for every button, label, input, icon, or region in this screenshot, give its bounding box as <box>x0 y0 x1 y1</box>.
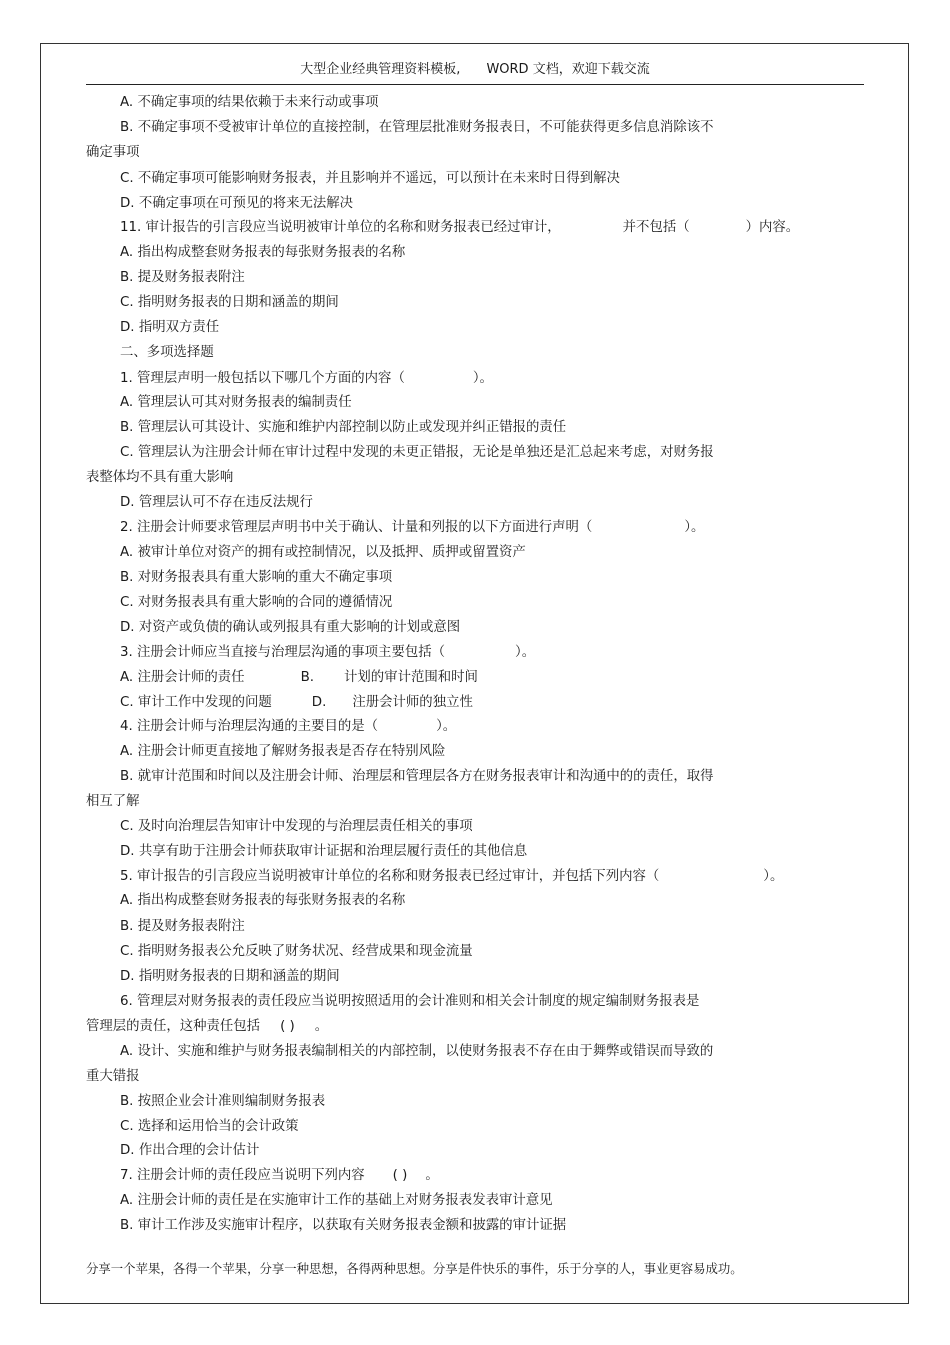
text-line: D. 共享有助于注册会计师获取审计证据和治理层履行责任的其他信息 <box>120 844 528 859</box>
options-row: A. 注册会计师的责任 B. 计划的审计范围和时间 <box>120 670 478 685</box>
text-line: 表整体均不具有重大影响 <box>86 470 234 485</box>
text-line: A. 不确定事项的结果依赖于未来行动或事项 <box>120 95 379 110</box>
text-line: A. 指出构成整套财务报表的每张财务报表的名称 <box>120 245 406 260</box>
question-m1: 1. 管理层声明一般包括以下哪几个方面的内容（ ）。 <box>120 371 493 386</box>
text-line: B. 不确定事项不受被审计单位的直接控制，在管理层批准财务报表日，不可能获得更多信息消除该不 <box>120 120 714 135</box>
text-line: C. 及时向治理层告知审计中发现的与治理层责任相关的事项 <box>120 819 473 834</box>
text-line: 相互了解 <box>86 794 140 809</box>
text-line: B. 就审计范围和时间以及注册会计师、治理层和管理层各方在财务报表审计和沟通中的的责任，取得 <box>120 769 714 784</box>
text-line: A. 注册会计师的责任是在实施审计工作的基础上对财务报表发表审计意见 <box>120 1193 553 1208</box>
text-line: C. 管理层认为注册会计师在审计过程中发现的未更正错报，无论是单独还是汇总起来考虑，对财务报 <box>120 445 714 460</box>
text-line: C. 指明财务报表公允反映了财务状况、经营成果和现金流量 <box>120 944 473 959</box>
page-header <box>86 59 864 81</box>
text-line: A. 设计、实施和维护与财务报表编制相关的内部控制，以使财务报表不存在由于舞弊或错误而导致的 <box>120 1044 714 1059</box>
header-left: 大型企业经典管理资料模板, <box>300 62 461 77</box>
question-m6-cont: 管理层的责任，这种责任包括 ( ) 。 <box>86 1019 329 1034</box>
text-line: D. 管理层认可不存在违反法规行 <box>120 495 313 510</box>
text-line: A. 管理层认可其对财务报表的编制责任 <box>120 395 352 410</box>
text-line: B. 提及财务报表附注 <box>120 270 245 285</box>
text-line: D. 作出合理的会计估计 <box>120 1143 260 1158</box>
text-line: D. 指明双方责任 <box>120 320 220 335</box>
text-line: B. 对财务报表具有重大影响的重大不确定事项 <box>120 570 393 585</box>
header-right: WORD 文档，欢迎下载交流 <box>486 62 650 77</box>
question-m2: 2. 注册会计师要求管理层声明书中关于确认、计量和列报的以下方面进行声明（ ）。 <box>120 520 705 535</box>
question-m5: 5. 审计报告的引言段应当说明被审计单位的名称和财务报表已经过审计，并包括下列内容（ ）。 <box>120 869 784 884</box>
text-line: C. 指明财务报表的日期和涵盖的期间 <box>120 295 339 310</box>
text-line: A. 注册会计师更直接地了解财务报表是否存在特别风险 <box>120 744 446 759</box>
text-line: A. 指出构成整套财务报表的每张财务报表的名称 <box>120 893 406 908</box>
text-line: D. 不确定事项在可预见的将来无法解决 <box>120 196 354 211</box>
text-line: B. 审计工作涉及实施审计程序，以获取有关财务报表金额和披露的审计证据 <box>120 1218 567 1233</box>
text-line: D. 指明财务报表的日期和涵盖的期间 <box>120 969 340 984</box>
header-rule <box>86 84 864 85</box>
text-line: D. 对资产或负债的确认或列报具有重大影响的计划或意图 <box>120 620 461 635</box>
text-line: 重大错报 <box>86 1069 140 1084</box>
text-line: B. 管理层认可其设计、实施和维护内部控制以防止或发现并纠正错报的责任 <box>120 420 567 435</box>
options-row: C. 审计工作中发现的问题 D. 注册会计师的独立性 <box>120 695 473 710</box>
text-line: B. 提及财务报表附注 <box>120 919 245 934</box>
text-line: 确定事项 <box>86 145 140 160</box>
question-m7: 7. 注册会计师的责任段应当说明下列内容 ( ) 。 <box>120 1168 439 1183</box>
text-line: A. 被审计单位对资产的拥有或控制情况，以及抵押、质押或留置资产 <box>120 545 526 560</box>
text-line: C. 不确定事项可能影响财务报表，并且影响并不遥远，可以预计在未来时日得到解决 <box>120 171 620 186</box>
text-line: C. 选择和运用恰当的会计政策 <box>120 1119 299 1134</box>
text-line: C. 对财务报表具有重大影响的合同的遵循情况 <box>120 595 393 610</box>
section-heading: 二、多项选择题 <box>120 345 214 360</box>
text-line: B. 按照企业会计准则编制财务报表 <box>120 1094 326 1109</box>
question-m3: 3. 注册会计师应当直接与治理层沟通的事项主要包括（ ）。 <box>120 645 536 660</box>
page-footer: 分享一个苹果，各得一个苹果，分享一种思想，各得两种思想。分享是件快乐的事件，乐于分享的人，事业更容易成功。 <box>86 1261 743 1276</box>
question-m4: 4. 注册会计师与治理层沟通的主要目的是（ ）。 <box>120 719 457 734</box>
question-11: 11. 审计报告的引言段应当说明被审计单位的名称和财务报表已经过审计， 并不包括（ ）内容。 <box>120 220 800 235</box>
text-line: 6. 管理层对财务报表的责任段应当说明按照适用的会计准则和相关会计制度的规定编制财务报表是 <box>120 994 700 1009</box>
